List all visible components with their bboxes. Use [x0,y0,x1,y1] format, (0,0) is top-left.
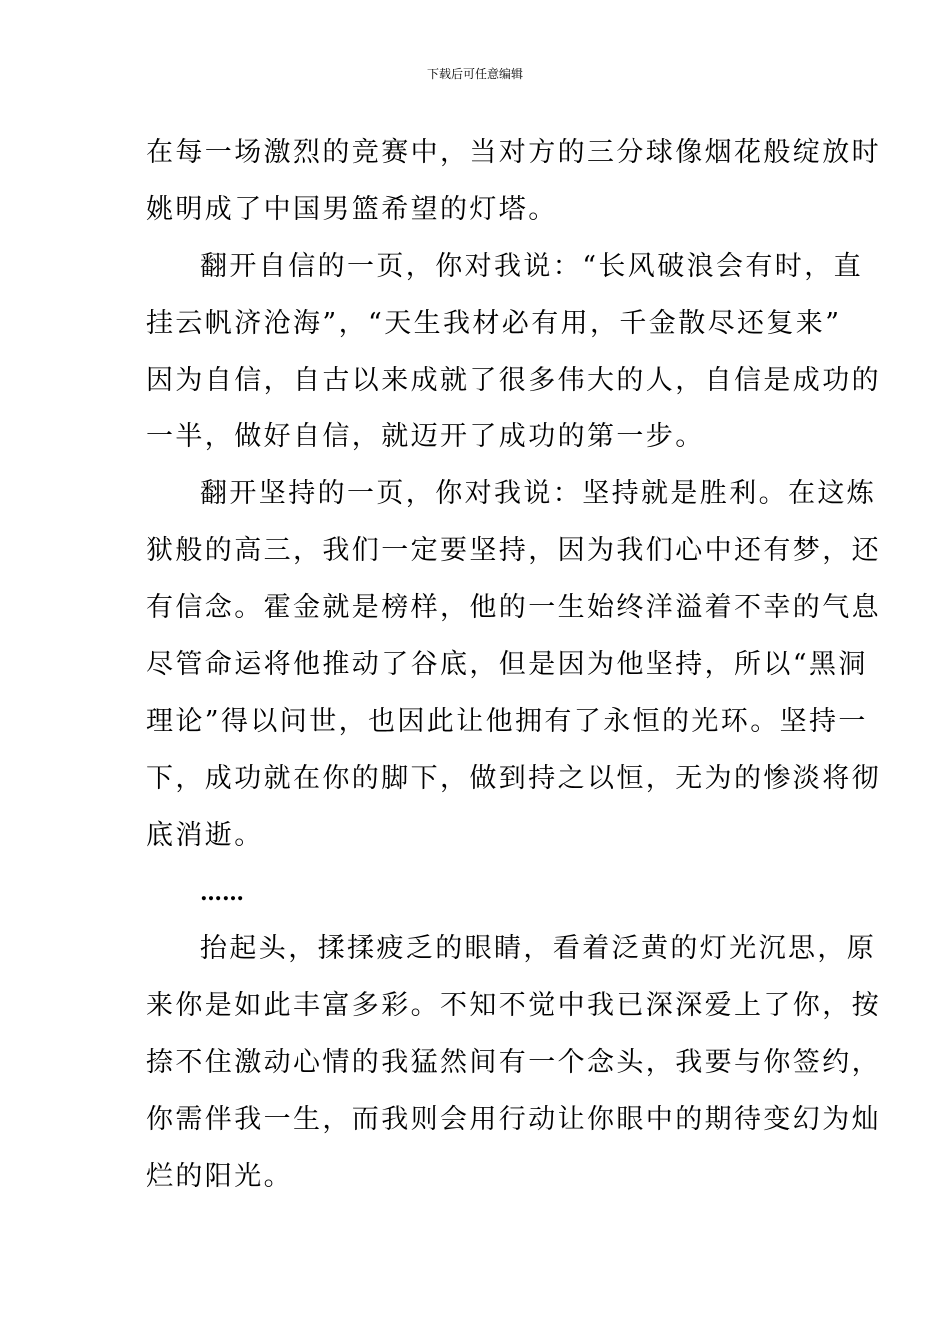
text-line: 底消逝。 [146,819,264,851]
text-line: 狱般的高三，我们一定要坚持，因为我们心中还有梦，还 [146,535,881,567]
text-line: 捺不住激动心情的我猛然间有一个念头，我要与你签约， [146,1047,881,1079]
page-header: 下载后可任意编辑 [426,67,523,81]
text-line: 尽管命运将他推动了谷底，但是因为他坚持，所以“黑洞 [146,649,868,681]
text-line: 有信念。霍金就是榜样，他的一生始终洋溢着不幸的气息 [146,592,881,624]
text-line: 你需伴我一生，而我则会用行动让你眼中的期待变幻为灿 [146,1104,881,1136]
text-line: 一半，做好自信，就迈开了成功的第一步。 [146,421,705,453]
text-line: 下，成功就在你的脚下，做到持之以恒，无为的惨淡将彻 [146,762,881,794]
text-line: 因为自信，自古以来成就了很多伟大的人，自信是成功的 [146,364,881,396]
text-line: 来你是如此丰富多彩。不知不觉中我已深深爱上了你，按 [146,990,881,1022]
text-line: 挂云帆济沧海”，“天生我材必有用，千金散尽还复来” [146,307,842,339]
text-line: 姚明成了中国男篮希望的灯塔。 [146,193,558,225]
ellipsis-line: …… [200,879,244,906]
text-line: 在每一场激烈的竞赛中，当对方的三分球像烟花般绽放时 [146,137,881,168]
text-line: 抬起头，揉揉疲乏的眼睛，看着泛黄的灯光沉思，原 [200,933,877,965]
document-body [146,125,881,1206]
text-line: 理论”得以问世，也因此让他拥有了永恒的光环。坚持一 [146,705,868,737]
text-line: 烂的阳光。 [146,1161,293,1193]
text-line: 翻开坚持的一页，你对我说：坚持就是胜利。在这炼 [200,478,877,510]
text-line: 翻开自信的一页，你对我说：“长风破浪会有时，直 [200,250,864,282]
